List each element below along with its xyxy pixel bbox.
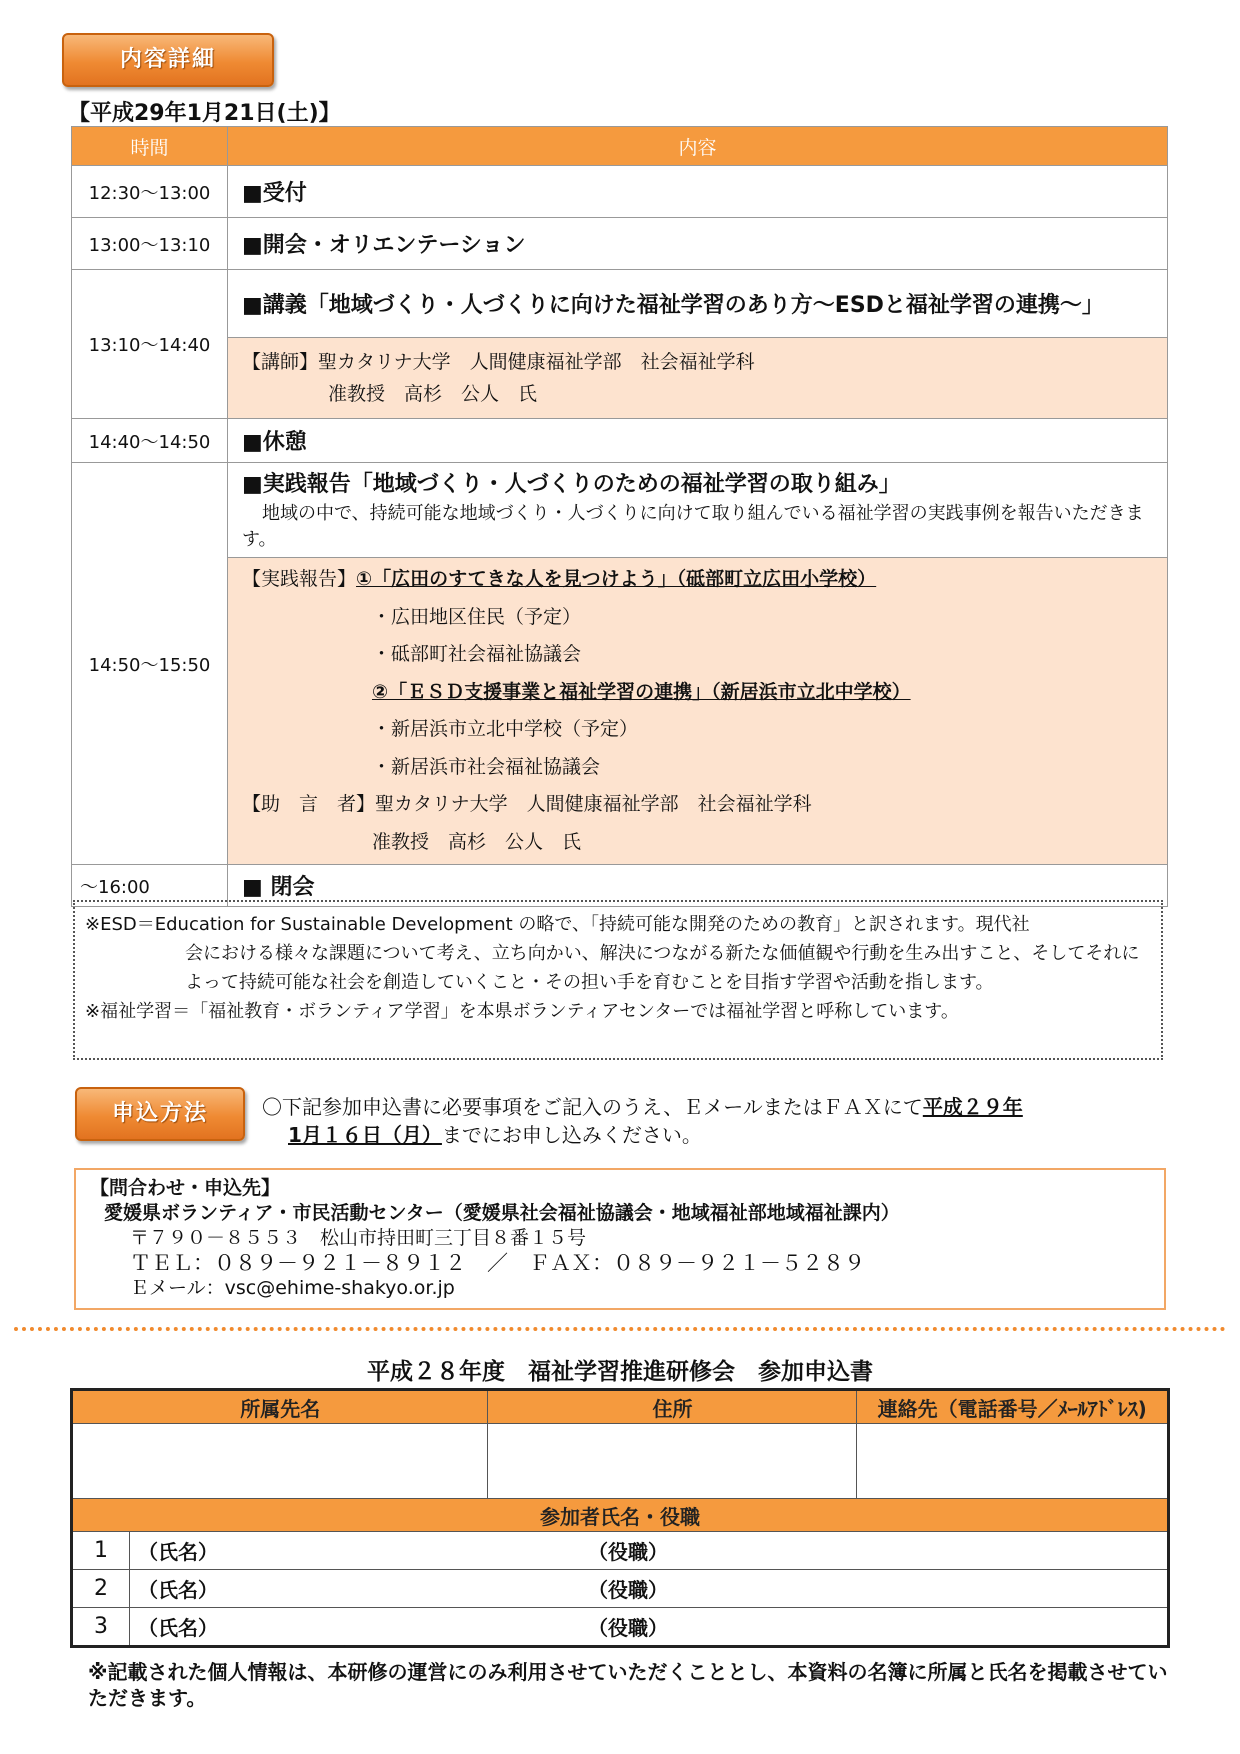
schedule-header-row [72,127,1168,166]
report-label: 【実践報告】 [242,568,357,590]
report-row [72,558,1168,865]
participant-field[interactable] [130,1532,1169,1570]
time-column-header: 時間 [72,127,228,166]
form-entry-row [72,1424,1169,1499]
glossary-note [73,900,1163,1060]
time-cell: 13:10～14:40 [72,270,228,419]
address-header: 住所 [488,1390,857,1424]
esd-note-continuation: 会における様々な課題について考え、立ち向かい、解決につながる新たな価値観や行動を生み出すこと、そしてそれによって持続可能な社会を創造していくこと・その担い手を育むことを目指す学習や活動を指します。 [185,943,1140,993]
time-cell: 12:30～13:00 [72,166,228,218]
contact-organization: 愛媛県ボランティア・市民活動センター（愛媛県社会福祉協議会・地域福祉部地域福祉課内） [104,1202,900,1224]
contact-tel-fax: ＴＥＬ：０８９－９２１－８９１２ ／ ＦＡＸ：０８９－９２１－５２８９ [130,1251,865,1275]
schedule-row [72,166,1168,218]
participant-number: 1 [72,1532,130,1570]
session-title: ■ 閉会 [228,865,1168,907]
name-label: （氏名） [138,1578,218,1602]
name-label: （氏名） [138,1616,218,1640]
role-label: （役職） [588,1578,668,1602]
content-column-header: 内容 [228,127,1168,166]
application-instructions [262,1093,1162,1149]
participant-row [72,1532,1169,1570]
participant-field[interactable] [130,1570,1169,1608]
session-description: 地域の中で、持続可能な地域づくり・人づくりに向けて取り組んでいる福祉学習の実践事例を報告いただきます。 [242,503,1144,550]
address-field[interactable] [488,1424,857,1499]
contact-address: 〒７９０－８５５３ 松山市持田町三丁目８番１５号 [130,1227,587,1249]
deadline-date: 1月１６日（月） [288,1123,442,1147]
role-label: （役職） [588,1616,668,1640]
participant-field[interactable] [130,1608,1169,1647]
lecturer-row [72,338,1168,419]
report-line-1 [242,561,1153,599]
contact-header: 連絡先（電話番号／ﾒｰﾙｱﾄﾞﾚｽ) [857,1390,1169,1424]
application-text-suffix: までにお申し込みください。 [441,1123,702,1147]
report-details [228,558,1168,865]
form-title: 平成２８年度 福祉学習推進研修会 参加申込書 [367,1359,873,1385]
participant-row [72,1608,1169,1647]
schedule-table [71,126,1168,907]
session-title: ■受付 [228,166,1168,218]
session-title: ■開会・オリエンテーション [228,218,1168,270]
event-date: 【平成29年1月21日(土)】 [68,101,341,126]
report-2-title: ②「ＥＳＤ支援事業と福祉学習の連携」（新居浜市立北中学校） [372,680,911,703]
time-cell: 14:40～14:50 [72,419,228,463]
contact-box [74,1168,1166,1310]
esd-note-first-line: ※ESD＝Education for Sustainable Development の略で、「持続可能な開発のための教育」と訳されます。現代社 [85,914,1030,935]
fukushi-note: ※福祉学習＝「福祉教育・ボランティア学習」を本県ボランティアセンターでは福祉学習と呼称しています。 [85,1001,959,1022]
application-form [70,1388,1170,1648]
participants-header-row [72,1499,1169,1532]
participants-header: 参加者氏名・役職 [72,1499,1169,1532]
time-cell: ～16:00 [72,865,228,907]
report-1-item: ・広田地区住民（予定） [372,605,582,628]
report-1-item: ・砥部町社会福祉協議会 [372,643,582,665]
deadline-year: 平成２９年 [922,1095,1023,1119]
lecturer-line: 【講師】聖カタリナ大学 人間健康福祉学部 社会福祉学科 [242,351,755,373]
report-line-2 [242,674,1153,712]
contact-heading: 【問合わせ・申込先】 [90,1177,281,1199]
schedule-row [72,270,1168,338]
schedule-row [72,218,1168,270]
advisor-name: 准教授 高杉 公人 氏 [372,830,582,853]
lecturer-name: 准教授 高杉 公人 氏 [328,383,538,405]
role-label: （役職） [588,1540,668,1564]
time-cell: 14:50～15:50 [72,463,228,865]
name-label: （氏名） [138,1540,218,1564]
session-title: ■実践報告「地域づくり・人づくりのための福祉学習の取り組み」 [242,472,901,497]
schedule-row [72,419,1168,463]
session-block [228,463,1168,558]
details-section-badge: 内容詳細 [62,33,274,87]
time-cell: 13:00～13:10 [72,218,228,270]
application-text-prefix: 〇下記参加申込書に必要事項をご記入のうえ、ＥメールまたはＦＡＸにて [262,1095,923,1119]
lecturer-info [228,338,1168,419]
session-title: ■講義「地域づくり・人づくりに向けた福祉学習のあり方～ESDと福祉学習の連携～」 [228,270,1168,338]
cut-line [14,1327,1226,1331]
participant-number: 2 [72,1570,130,1608]
participant-number: 3 [72,1608,130,1647]
contact-email[interactable]: Ｅメール：vsc@ehime-shakyo.or.jp [130,1277,455,1299]
privacy-note: ※記載された個人情報は、本研修の運営にのみ利用させていただくこととし、本資料の名簿に所属と氏名を掲載させていただきます。 [88,1660,1168,1710]
schedule-row [72,463,1168,558]
apply-section-badge: 申込方法 [75,1087,245,1141]
affiliation-header: 所属先名 [72,1390,488,1424]
report-2-item: ・新居浜市立北中学校（予定） [372,718,639,740]
report-1-title: ①「広田のすてきな人を見つけよう」（砥部町立広田小学校） [356,568,877,590]
report-2-item: ・新居浜市社会福祉協議会 [372,755,601,778]
participant-row [72,1570,1169,1608]
session-title: ■休憩 [228,419,1168,463]
form-header-row [72,1390,1169,1424]
advisor-line: 【助 言 者】聖カタリナ大学 人間健康福祉学部 社会福祉学科 [242,793,812,815]
contact-field[interactable] [857,1424,1169,1499]
affiliation-field[interactable] [72,1424,488,1499]
